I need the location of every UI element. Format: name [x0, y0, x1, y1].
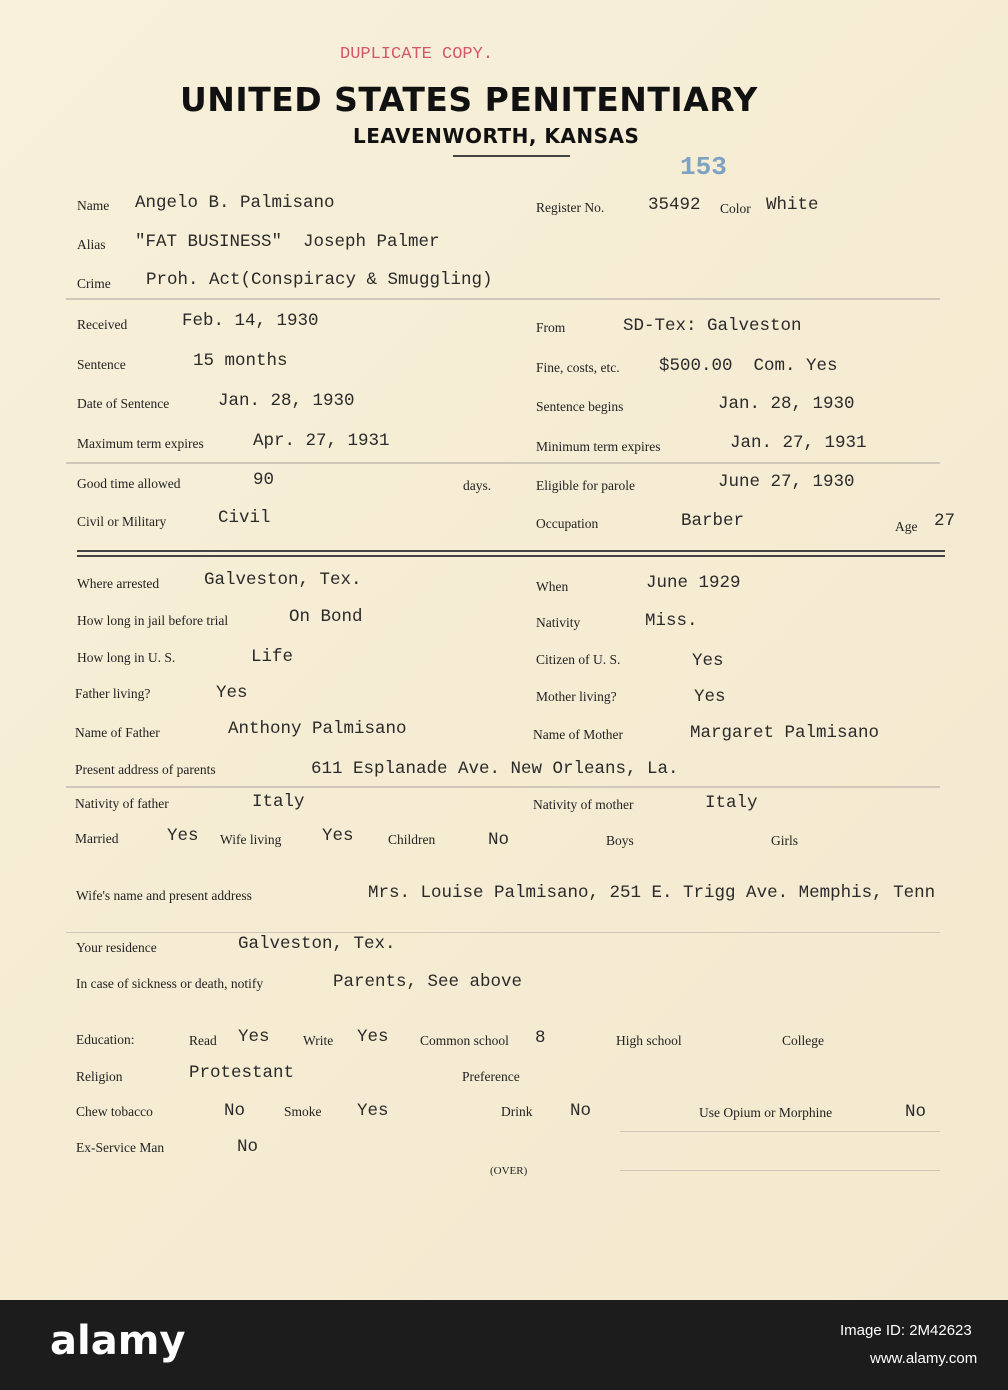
notify-value: Parents, See above: [333, 972, 523, 992]
drink-value: No: [570, 1101, 592, 1121]
good-time-unit: days.: [463, 478, 492, 493]
preference-label: Preference: [462, 1069, 520, 1084]
nativity-label: Nativity: [536, 615, 581, 630]
duplicate-copy-stamp: DUPLICATE COPY.: [340, 45, 494, 64]
fine-label: Fine, costs, etc.: [536, 360, 620, 375]
divider: [66, 932, 940, 933]
wife-living-value: Yes: [322, 826, 354, 846]
watermark-brand: alamy: [50, 1318, 186, 1364]
chew-label: Chew tobacco: [76, 1104, 153, 1119]
max-term-value: Apr. 27, 1931: [253, 431, 390, 451]
boys-label: Boys: [606, 833, 634, 848]
civil-label: Civil or Military: [77, 514, 167, 529]
received-value: Feb. 14, 1930: [182, 311, 319, 331]
mother-nativity-label: Nativity of mother: [533, 797, 634, 812]
father-name-label: Name of Father: [75, 725, 160, 740]
children-value: No: [488, 830, 510, 850]
high-school-label: High school: [616, 1033, 682, 1048]
divider: [66, 298, 940, 300]
divider: [66, 786, 940, 788]
father-living-label: Father living?: [75, 686, 151, 701]
common-school-label: Common school: [420, 1033, 509, 1048]
citizen-value: Yes: [692, 651, 724, 671]
crime-label: Crime: [77, 276, 111, 291]
married-value: Yes: [167, 826, 199, 846]
parents-address-value: 611 Esplanade Ave. New Orleans, La.: [311, 759, 679, 779]
residence-label: Your residence: [76, 940, 157, 955]
drink-label: Drink: [501, 1104, 533, 1119]
jail-label: How long in jail before trial: [77, 613, 229, 628]
register-value: 35492: [648, 195, 701, 215]
father-name-value: Anthony Palmisano: [228, 719, 407, 739]
sentence-value: 15 months: [193, 351, 288, 371]
sentence-label: Sentence: [77, 357, 126, 372]
stamp-number: 153: [680, 152, 727, 182]
over-note: (OVER): [490, 1165, 528, 1177]
smoke-label: Smoke: [284, 1104, 322, 1119]
received-label: Received: [77, 317, 128, 332]
mother-name-label: Name of Mother: [533, 727, 623, 742]
watermark-site: www.alamy.com: [870, 1350, 978, 1367]
when-label: When: [536, 579, 569, 594]
age-value: 27: [934, 511, 956, 531]
alias-label: Alias: [77, 237, 106, 252]
common-school-value: 8: [535, 1028, 546, 1048]
when-value: June 1929: [646, 573, 741, 593]
alias-value: "FAT BUSINESS" Joseph Palmer: [135, 232, 440, 252]
in-us-label: How long in U. S.: [77, 650, 176, 665]
double-divider-bottom: [77, 555, 945, 557]
parents-address-label: Present address of parents: [75, 762, 216, 777]
max-term-label: Maximum term expires: [77, 436, 204, 451]
from-label: From: [536, 320, 566, 335]
where-arrested-label: Where arrested: [77, 576, 160, 591]
children-label: Children: [388, 832, 436, 847]
title-underline: [453, 155, 570, 157]
college-label: College: [782, 1033, 824, 1048]
wife-living-label: Wife living: [220, 832, 282, 847]
father-nativity-value: Italy: [252, 792, 305, 812]
mother-living-value: Yes: [694, 687, 726, 707]
divider: [66, 462, 940, 464]
name-value: Angelo B. Palmisano: [135, 193, 335, 213]
smoke-value: Yes: [357, 1101, 389, 1121]
crime-value: Proh. Act(Conspiracy & Smuggling): [146, 270, 493, 290]
write-label: Write: [303, 1033, 334, 1048]
wife-address-label: Wife's name and present address: [76, 888, 252, 903]
double-divider-top: [77, 550, 945, 552]
opium-label: Use Opium or Morphine: [699, 1105, 833, 1120]
chew-value: No: [224, 1101, 246, 1121]
good-time-value: 90: [253, 470, 275, 490]
good-time-label: Good time allowed: [77, 476, 181, 491]
ex-service-value: No: [237, 1137, 259, 1157]
read-value: Yes: [238, 1027, 270, 1047]
sentence-begins-label: Sentence begins: [536, 399, 624, 414]
name-label: Name: [77, 198, 110, 213]
civil-value: Civil: [218, 508, 271, 528]
ex-service-label: Ex-Service Man: [76, 1140, 165, 1155]
mother-name-value: Margaret Palmisano: [690, 723, 880, 743]
register-label: Register No.: [536, 200, 605, 215]
opium-value: No: [905, 1102, 927, 1122]
parole-value: June 27, 1930: [718, 472, 855, 492]
sentence-begins-value: Jan. 28, 1930: [718, 394, 855, 414]
occupation-value: Barber: [681, 511, 745, 531]
date-of-sentence-label: Date of Sentence: [77, 396, 170, 411]
father-nativity-label: Nativity of father: [75, 796, 169, 811]
form-subtitle: LEAVENWORTH, KANSAS: [353, 124, 640, 148]
min-term-label: Minimum term expires: [536, 439, 661, 454]
watermark-image-id: Image ID: 2M42623: [840, 1322, 972, 1339]
citizen-label: Citizen of U. S.: [536, 652, 621, 667]
witness-line: [620, 1131, 940, 1132]
write-value: Yes: [357, 1027, 389, 1047]
girls-label: Girls: [771, 833, 798, 848]
min-term-value: Jan. 27, 1931: [730, 433, 867, 453]
occupation-label: Occupation: [536, 516, 599, 531]
parole-label: Eligible for parole: [536, 478, 635, 493]
education-label: Education:: [76, 1032, 135, 1047]
religion-label: Religion: [76, 1069, 123, 1084]
mother-living-label: Mother living?: [536, 689, 617, 704]
color-label: Color: [720, 201, 751, 216]
read-label: Read: [189, 1033, 217, 1048]
religion-value: Protestant: [189, 1063, 295, 1083]
residence-value: Galveston, Tex.: [238, 934, 396, 954]
age-label: Age: [895, 519, 918, 534]
father-living-value: Yes: [216, 683, 248, 703]
married-label: Married: [75, 831, 119, 846]
from-value: SD-Tex: Galveston: [623, 316, 802, 336]
mother-nativity-value: Italy: [705, 793, 758, 813]
jail-value: On Bond: [289, 607, 363, 627]
color-value: White: [766, 195, 819, 215]
wife-address-value: Mrs. Louise Palmisano, 251 E. Trigg Ave. Memphis, Tenn: [368, 883, 936, 903]
form-title: UNITED STATES PENITENTIARY: [180, 80, 758, 119]
in-us-value: Life: [251, 647, 294, 667]
fine-value: $500.00 Com. Yes: [659, 356, 838, 376]
where-arrested-value: Galveston, Tex.: [204, 570, 362, 590]
notify-label: In case of sickness or death, notify: [76, 976, 264, 991]
witness-line: [620, 1170, 940, 1171]
nativity-value: Miss.: [645, 611, 698, 631]
date-of-sentence-value: Jan. 28, 1930: [218, 391, 355, 411]
watermark-banner: [0, 1300, 1008, 1390]
